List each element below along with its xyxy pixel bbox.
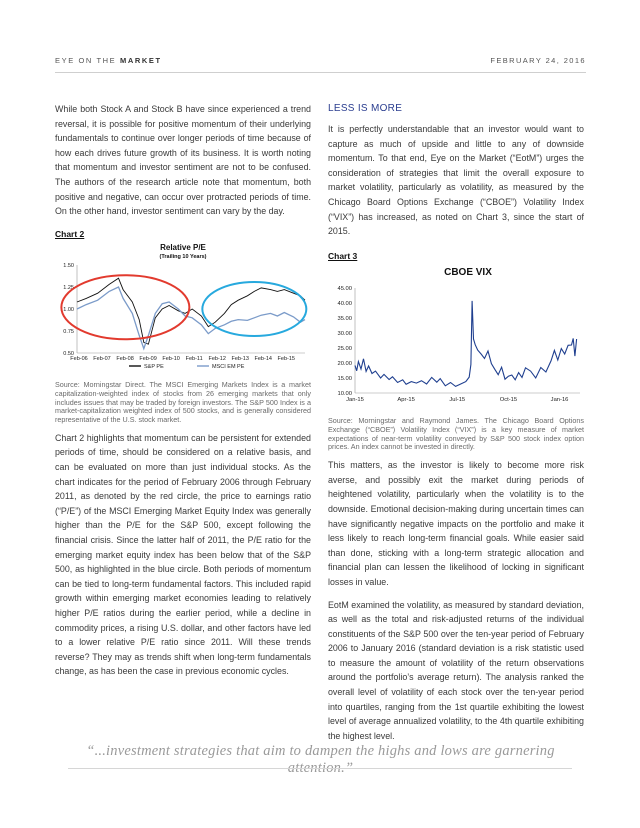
chart-2-x-tick-label: Feb-08 — [116, 355, 134, 362]
chart-3-y-tick-label: 10.00 — [337, 390, 352, 397]
chart-3-x-tick-label: Oct-15 — [499, 396, 518, 403]
right-paragraph-1: It is perfectly understandable that an investor would want to capture as much of upside and little to any of downside momentum. To that end, Eye on the Market (“EotM”) urges the consideration of strategies that limit the overall exposure to market volatility, particularly as volatility, as measured by the Chicago Board Options Exchange (“CBOE”) Volatility Index (“VIX”) has increased, as noted on Chart 3, since the start of 2015. — [328, 124, 584, 237]
chart-2-y-tick-label: 0.75 — [63, 328, 74, 335]
header-title-prefix: EYE ON THE — [55, 56, 120, 65]
right-paragraph-2: This matters, as the investor is likely to become more risk averse, and possibly exit the market during periods of heightened volatility, particularly when the volatility is to the downside. Emotional decision-making during uncertain times can have significantly negative impacts on the portfolio and make it less likely to reach long-term financial goals. While easier said than done, sticking with a long-term strategic allocation and financial plan can lessen the likelihood of locking in significant losses in value. — [328, 460, 584, 587]
chart-2-svg — [55, 241, 311, 373]
chart-2-label: Chart 2 — [55, 228, 85, 239]
chart-2-y-tick-label: 1.00 — [63, 306, 74, 313]
chart-2-x-tick-label: Feb-06 — [70, 355, 88, 362]
chart-2-legend-label: S&P PE — [144, 363, 164, 370]
section-title: LESS IS MORE — [328, 103, 403, 114]
left-paragraph-1: While both Stock A and Stock B have since experienced a trend reversal, it is possible for positive momentum of their underlying fundamentals to continue over longer periods of time because of how each drives future growth of its business. It is worth noting that momentum and investor sentiment are not to be confused. The authors of the research article note that momentum, both positive and negative, can occur over protracted periods of time. On the other hand, investor sentiment can vary by the day. — [55, 104, 311, 217]
chart-2 — [55, 241, 311, 378]
chart-3-series-line-vix — [355, 301, 577, 387]
chart-2-legend-label: MSCI EM PE — [212, 363, 245, 370]
chart-2-x-tick-label: Feb-14 — [254, 355, 272, 362]
chart-3-x-tick-label: Jul-15 — [449, 396, 466, 403]
chart-2-x-tick-label: Feb-11 — [185, 355, 203, 362]
chart-2-x-tick-label: Feb-07 — [93, 355, 111, 362]
footer-divider — [68, 768, 572, 769]
chart-3-y-tick-label: 30.00 — [337, 330, 352, 337]
chart-3-x-tick-label: Jan-16 — [550, 396, 569, 403]
left-paragraph-2: Chart 2 highlights that momentum can be persistent for extended periods of time, should be considered on a relative basis, and can be evaluated on more than just individual stocks. As the chart indicates for the period of February 2006 through February 2011, as denoted by the red circle, the price to earnings ratio (“P/E”) of the MSCI Emerging Market Equity Index was generally higher than the P/E for the S&P 500, except following the financial crisis. Since the latter half of 2011, the P/E ratio for the emerging market equity index has been below that of the S&P 500, as highlighted in the blue circle. Both periods of momentum can be tied to long-term fundamental factors. This included rapid growth within emerging market economies leading to relatively higher P/E ratios during the earlier period, while a decline in commodity prices, a rising U.S. dollar, and other factors have led to a lower relative P/E ratio since 2011. Will these trends reverse? They may as trends shift when long-term fundamentals change, as has been the case in previous economic cycles. — [55, 432, 311, 677]
chart-2-blue-circle — [202, 282, 306, 336]
chart-3-svg — [328, 263, 584, 409]
chart-3-title: CBOE VIX — [444, 266, 492, 278]
chart-3-y-tick-label: 45.00 — [337, 285, 352, 292]
chart-3-y-tick-label: 25.00 — [337, 345, 352, 352]
chart-2-subtitle: (Trailing 10 Years) — [159, 253, 207, 260]
chart-2-y-tick-label: 0.50 — [63, 350, 74, 357]
chart-2-x-tick-label: Feb-12 — [208, 355, 226, 362]
chart-2-title: Relative P/E — [160, 242, 206, 252]
chart-3-label: Chart 3 — [328, 250, 358, 261]
chart-2-x-tick-label: Feb-10 — [162, 355, 180, 362]
header-title-bold: MARKET — [119, 56, 162, 65]
header-title — [55, 56, 162, 65]
chart-2-x-tick-label: Feb-15 — [277, 355, 295, 362]
pull-quote: “...investment strategies that aim to dampen the highs and lows are garnering attention.” — [86, 743, 555, 776]
right-paragraph-3: EotM examined the volatility, as measured by standard deviation, as well as the total and risk-adjusted returns of the individual constituents of the S&P 500 over the ten-year period of February 2006 to January 2016 (standard deviation is a risk statistic used to measure the amount of volatility of the return observations around the portfolio’s average return). The analysis ranked the overall level of volatility of each stock over the ten-year period into quartiles, ranging from the 1st quartile exhibiting the lowest level of average annualized volatility, to the 4th quartile exhibiting the highest level. — [328, 599, 584, 741]
chart-3-x-tick-label: Apr-15 — [397, 396, 415, 403]
left-column — [55, 102, 311, 679]
chart-3-y-tick-label: 20.00 — [337, 360, 352, 367]
header-date: FEBRUARY 24, 2016 — [490, 56, 586, 65]
chart-2-source: Source: Morningstar Direct. The MSCI Emerging Markets Index is a market capitalization-weighted index of stocks from 26 emerging markets that only includes issues that may be traded by foreign investors. The S&P 500 Index is a market-capitalization weighted index of 500 stocks, and is generally considered representative of the U.S. stock market. — [55, 380, 311, 425]
chart-3-y-tick-label: 15.00 — [337, 375, 352, 382]
chart-2-x-tick-label: Feb-13 — [231, 355, 249, 362]
right-column — [328, 102, 584, 743]
chart-3-x-tick-label: Jan-15 — [346, 396, 364, 403]
header-divider — [55, 72, 586, 73]
chart-3-y-tick-label: 40.00 — [337, 300, 352, 307]
chart-3-y-tick-label: 35.00 — [337, 315, 352, 322]
chart-3-source: Source: Morningstar and Raymond James. The Chicago Board Options Exchange (“CBOE”) Volatility Index (“VIX”) is a key measure of market expectations of near-term volatility conveyed by S&P 500 stock index option prices. An index cannot be invested in directly. — [328, 416, 584, 452]
chart-2-x-tick-label: Feb-09 — [139, 355, 157, 362]
chart-2-y-tick-label: 1.25 — [63, 284, 74, 291]
chart-2-y-tick-label: 1.50 — [63, 262, 74, 269]
chart-3 — [328, 263, 584, 414]
